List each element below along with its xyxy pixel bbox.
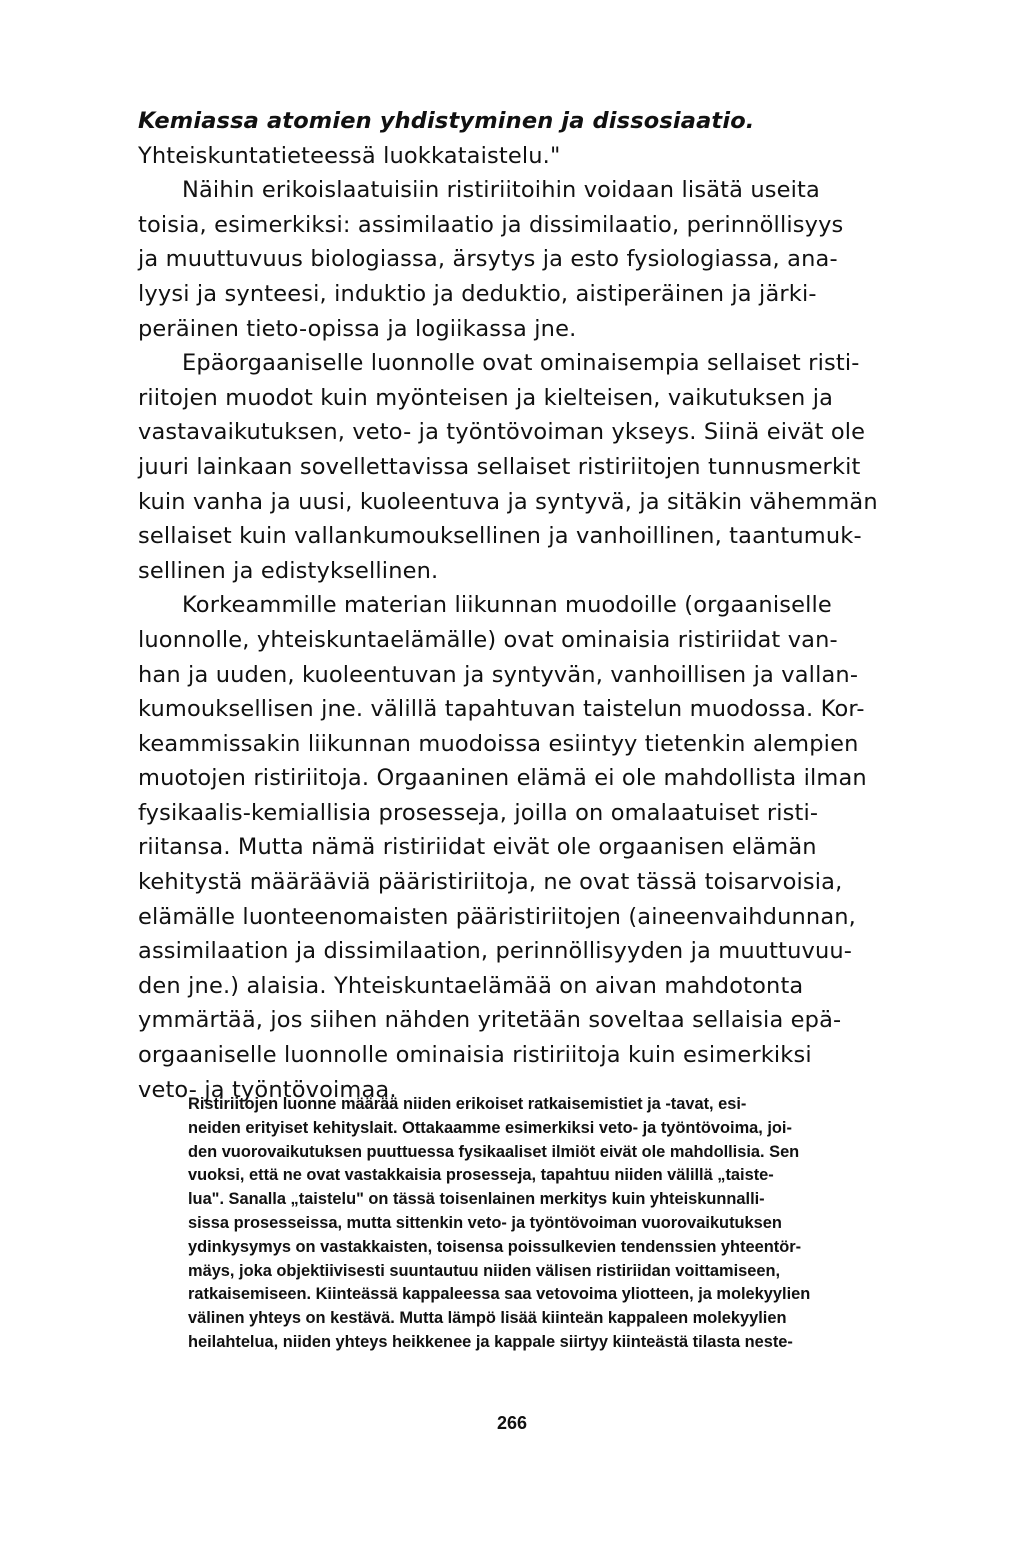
text-line: kuin vanha ja uusi, kuoleentuva ja syntyvä, ja sitäkin vähemmän — [138, 488, 878, 515]
text-line: muotojen ristiriitoja. Orgaaninen elämä ei ole mahdollista ilman — [138, 765, 867, 792]
text-line: luonnolle, yhteiskuntaelämälle) ovat ominaisia ristiriidat van- — [138, 626, 838, 653]
text-line: keammissakin liikunnan muodoissa esiintyy tietenkin alempien — [138, 730, 859, 757]
text-line: orgaaniselle luonnolle ominaisia ristiriitoja kuin esimerkiksi — [138, 1042, 812, 1069]
footnote-line: heilahtelua, niiden yhteys heikkenee ja kappale siirtyy kiinteästä tilasta neste- — [188, 1332, 793, 1351]
footnote-line: ratkaisemiseen. Kiinteässä kappaleessa saa vetovoima yliotteen, ja molekyylien — [188, 1285, 811, 1304]
text-line: ymmärtää, jos siihen nähden yritetään soveltaa sellaisia epä- — [138, 1007, 842, 1034]
text-line: den jne.) alaisia. Yhteiskuntaelämää on aivan mahdotonta — [138, 972, 804, 999]
text-line: kehitystä määrääviä pääristiriitoja, ne ovat tässä toisarvoisia, — [138, 869, 843, 896]
text-line: sellinen ja edistyksellinen. — [138, 557, 439, 584]
text-line: riitansa. Mutta nämä ristiriidat eivät ole orgaanisen elämän — [138, 834, 817, 861]
footnote-line: den vuorovaikutuksen puuttuessa fysikaaliset ilmiöt eivät ole mahdollisia. Sen — [188, 1142, 800, 1161]
text-line: peräinen tieto-opissa ja logiikassa jne. — [138, 315, 577, 342]
text-line: kumouksellisen jne. välillä tapahtuvan taistelun muodossa. Kor- — [138, 696, 865, 723]
footnote-line: neiden erityiset kehityslait. Ottakaamme esimerkiksi veto- ja työntövoima, joi- — [188, 1118, 792, 1137]
text-line: fysikaalis-kemiallisia prosesseja, joilla on omalaatuiset risti- — [138, 799, 819, 826]
text-line: Näihin erikoislaatuisiin ristiriitoihin voidaan lisätä useita — [182, 177, 820, 204]
footnote — [188, 1093, 958, 1355]
footnote-line: Ristiriitojen luonne määrää niiden erikoiset ratkaisemistiet ja -tavat, esi- — [188, 1095, 747, 1113]
text-line: assimilaation ja dissimilaation, perinnöllisyyden ja muuttuvuu- — [138, 938, 853, 965]
footnote-line: välinen yhteys on kestävä. Mutta lämpö lisää kiinteän kappaleen molekyylien — [188, 1309, 787, 1328]
text-line: veto- ja työntövoimaa. — [138, 1076, 397, 1103]
text-line: elämälle luonteenomaisten pääristiriitojen (aineenvaihdunnan, — [138, 903, 856, 930]
text-line: vastavaikutuksen, veto- ja työntövoiman ykseys. Siinä eivät ole — [138, 419, 866, 446]
text-line: ja muuttuvuus biologiassa, ärsytys ja esto fysiologiassa, ana- — [138, 246, 838, 273]
text-line: lyysi ja synteesi, induktio ja deduktio, aistiperäinen ja järki- — [138, 280, 817, 307]
text-line: Kemiassa atomien yhdistyminen ja dissosiaatio. — [138, 108, 755, 134]
footnote-line: ydinkysymys on vastakkaisten, toisensa poissulkevien tendenssien yhteentör- — [188, 1237, 802, 1256]
text-line: han ja uuden, kuoleentuvan ja syntyvän, vanhoillisen ja vallan- — [138, 661, 859, 688]
text-line: Epäorgaaniselle luonnolle ovat ominaisempia sellaiset risti- — [182, 350, 860, 377]
text-line: Korkeammille materian liikunnan muodoille (orgaaniselle — [182, 592, 832, 619]
footnote-line: lua". Sanalla „taistelu" on tässä toisenlainen merkitys kuin yhteiskunnalli- — [188, 1190, 765, 1209]
footnote-line: mäys, joka objektiivisesti suuntautuu niiden välisen ristiriidan voittamiseen, — [188, 1261, 781, 1280]
text-line: sellaiset kuin vallankumouksellinen ja vanhoillinen, taantumuk- — [138, 523, 862, 550]
page-number: 266 — [496, 1413, 528, 1433]
text-line: juuri lainkaan sovellettavissa sellaiset ristiriitojen tunnusmerkit — [138, 453, 861, 480]
text-line: toisia, esimerkiksi: assimilaatio ja dissimilaatio, perinnöllisyys — [138, 211, 844, 238]
footnote-line: sissa prosesseissa, mutta sittenkin veto- ja työntövoiman vuorovaikutuksen — [188, 1213, 782, 1232]
text-line: Yhteiskuntatieteessä luokkataistelu." — [138, 142, 561, 169]
footnote-line: vuoksi, että ne ovat vastakkaisia prosesseja, tapahtuu niiden välillä „taiste- — [188, 1166, 774, 1185]
text-line: riitojen muodot kuin myönteisen ja kielteisen, vaikutuksen ja — [138, 384, 834, 411]
main-text — [138, 104, 958, 1107]
